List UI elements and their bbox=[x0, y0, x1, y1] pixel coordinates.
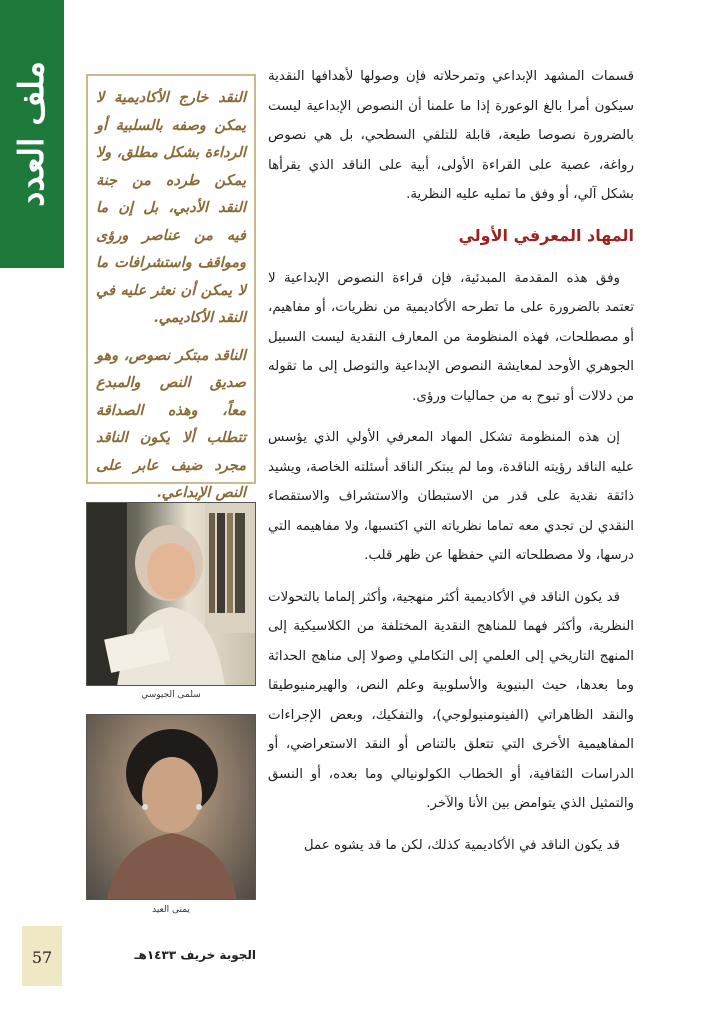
portrait-photo-salma-jayyusi bbox=[86, 502, 256, 686]
portrait-illustration bbox=[87, 715, 256, 900]
pull-quote-paragraph: النقد خارج الأكاديمية لا يمكن وصفه بالسلبية أو الرداءة بشكل مطلق، ولا يمكن طرده من جنة النقد الأدبي، بل إن ما فيه من عناصر ورؤى ومواقف واستشرافات ما لا يمكن أن نعثر عليه في النقد الأكاديمي. bbox=[96, 89, 246, 326]
pull-quote-paragraph: الناقد مبتكر نصوص، وهو صديق النص والمبدع معاً، وهذه الصداقة تتطلب ألا يكون الناقد مجرد ضيف عابر على النص الإبداعي. bbox=[96, 346, 246, 501]
portrait-illustration bbox=[87, 503, 256, 686]
photo-caption: يمنى العيد bbox=[152, 905, 190, 915]
article-paragraph: وفق هذه المقدمة المبدئية، فإن قراءة النصوص الإبداعية لا تعتمد بالضرورة على ما تطرحه الأكاديمية من نظريات، أو مفاهيم، أو مصطلحات، فهذه المنظومة من المعارف النقدية ليست السبيل الجوهري الأوحد لمعايشة النصوص الإبداعية والتوصل إلى ما تقوله من دلالات أو تبوح به من جماليات ورؤى. bbox=[268, 270, 634, 404]
section-heading: المهاد المعرفي الأولي bbox=[458, 225, 634, 245]
portrait-painting-yumna-al-eid bbox=[86, 714, 256, 900]
photo-caption: سلمى الجيوسي bbox=[141, 690, 201, 700]
section-tab-label: ملف العدد bbox=[12, 61, 52, 207]
article-paragraph: إن هذه المنظومة تشكل المهاد المعرفي الأولي الذي يؤسس عليه الناقد رؤيته الناقدة، وما لم يبتكر الناقد أسئلته الخاصة، ويشيد ذائقة نقدية على قدر من الاستبطان والاستشراف والاستقصاء النقدي لن تجدي معه تماما نظرياته التي اكتسبها، ولا مفاهيمه التي درسها، ولا مصطلحاته التي حفظها عن ظهر قلب. bbox=[268, 430, 634, 563]
article-paragraph: قد يكون الناقد في الأكاديمية أكثر منهجية، وأكثر إلماما بالتحولات النظرية، وأكثر فهما للمناهج النقدية المختلفة من الكلاسيكية إلى المنهج التاريخي إلى العلمي إلى التكاملي وصولا إلى مناهج الحداثة وما بعدها، حيث البنيوية والأسلوبية وعلم النص، والهيرمنيوطيقا والنقد الظاهراتي (الفينومنيولوجي)، والتفكيك، وبعض الإجراءات المفاهيمية الأخرى التي تتعلق بالتناص أو النقد الاستعراضي، أو الدراسات الثقافية، أو الخطاب الكولونيالي وما بعده، أو النسق والتمثيل الذي يتوامض بين الأنا والآخر. bbox=[268, 589, 634, 811]
article-paragraph: قد يكون الناقد في الأكاديمية كذلك، لكن ما قد يشوه عمل bbox=[303, 837, 620, 853]
article-paragraph: قسمات المشهد الإبداعي وتمرحلاته فإن وصولها لأهدافها النقدية سيكون أمرا بالغ الوعورة إذا ما علمنا أن النصوص الإبداعية ليست بالضرورة نصوصا طيعة، قابلة للتلقي السطحي، بل هي نصوص رواغة، عصية على القراءة الأولى، أبية على الناقد الذي يقرأها بشكل آلي، أو وفق ما تمليه عليه النظرية. bbox=[268, 69, 634, 202]
article-body bbox=[268, 62, 634, 872]
page-number: 57 bbox=[31, 948, 53, 967]
section-tab bbox=[0, 0, 64, 268]
sidebar-pull-quote bbox=[86, 74, 256, 501]
magazine-issue: الجوبة خريف ١٤٣٣هـ bbox=[134, 948, 256, 962]
page-footer bbox=[22, 926, 266, 986]
